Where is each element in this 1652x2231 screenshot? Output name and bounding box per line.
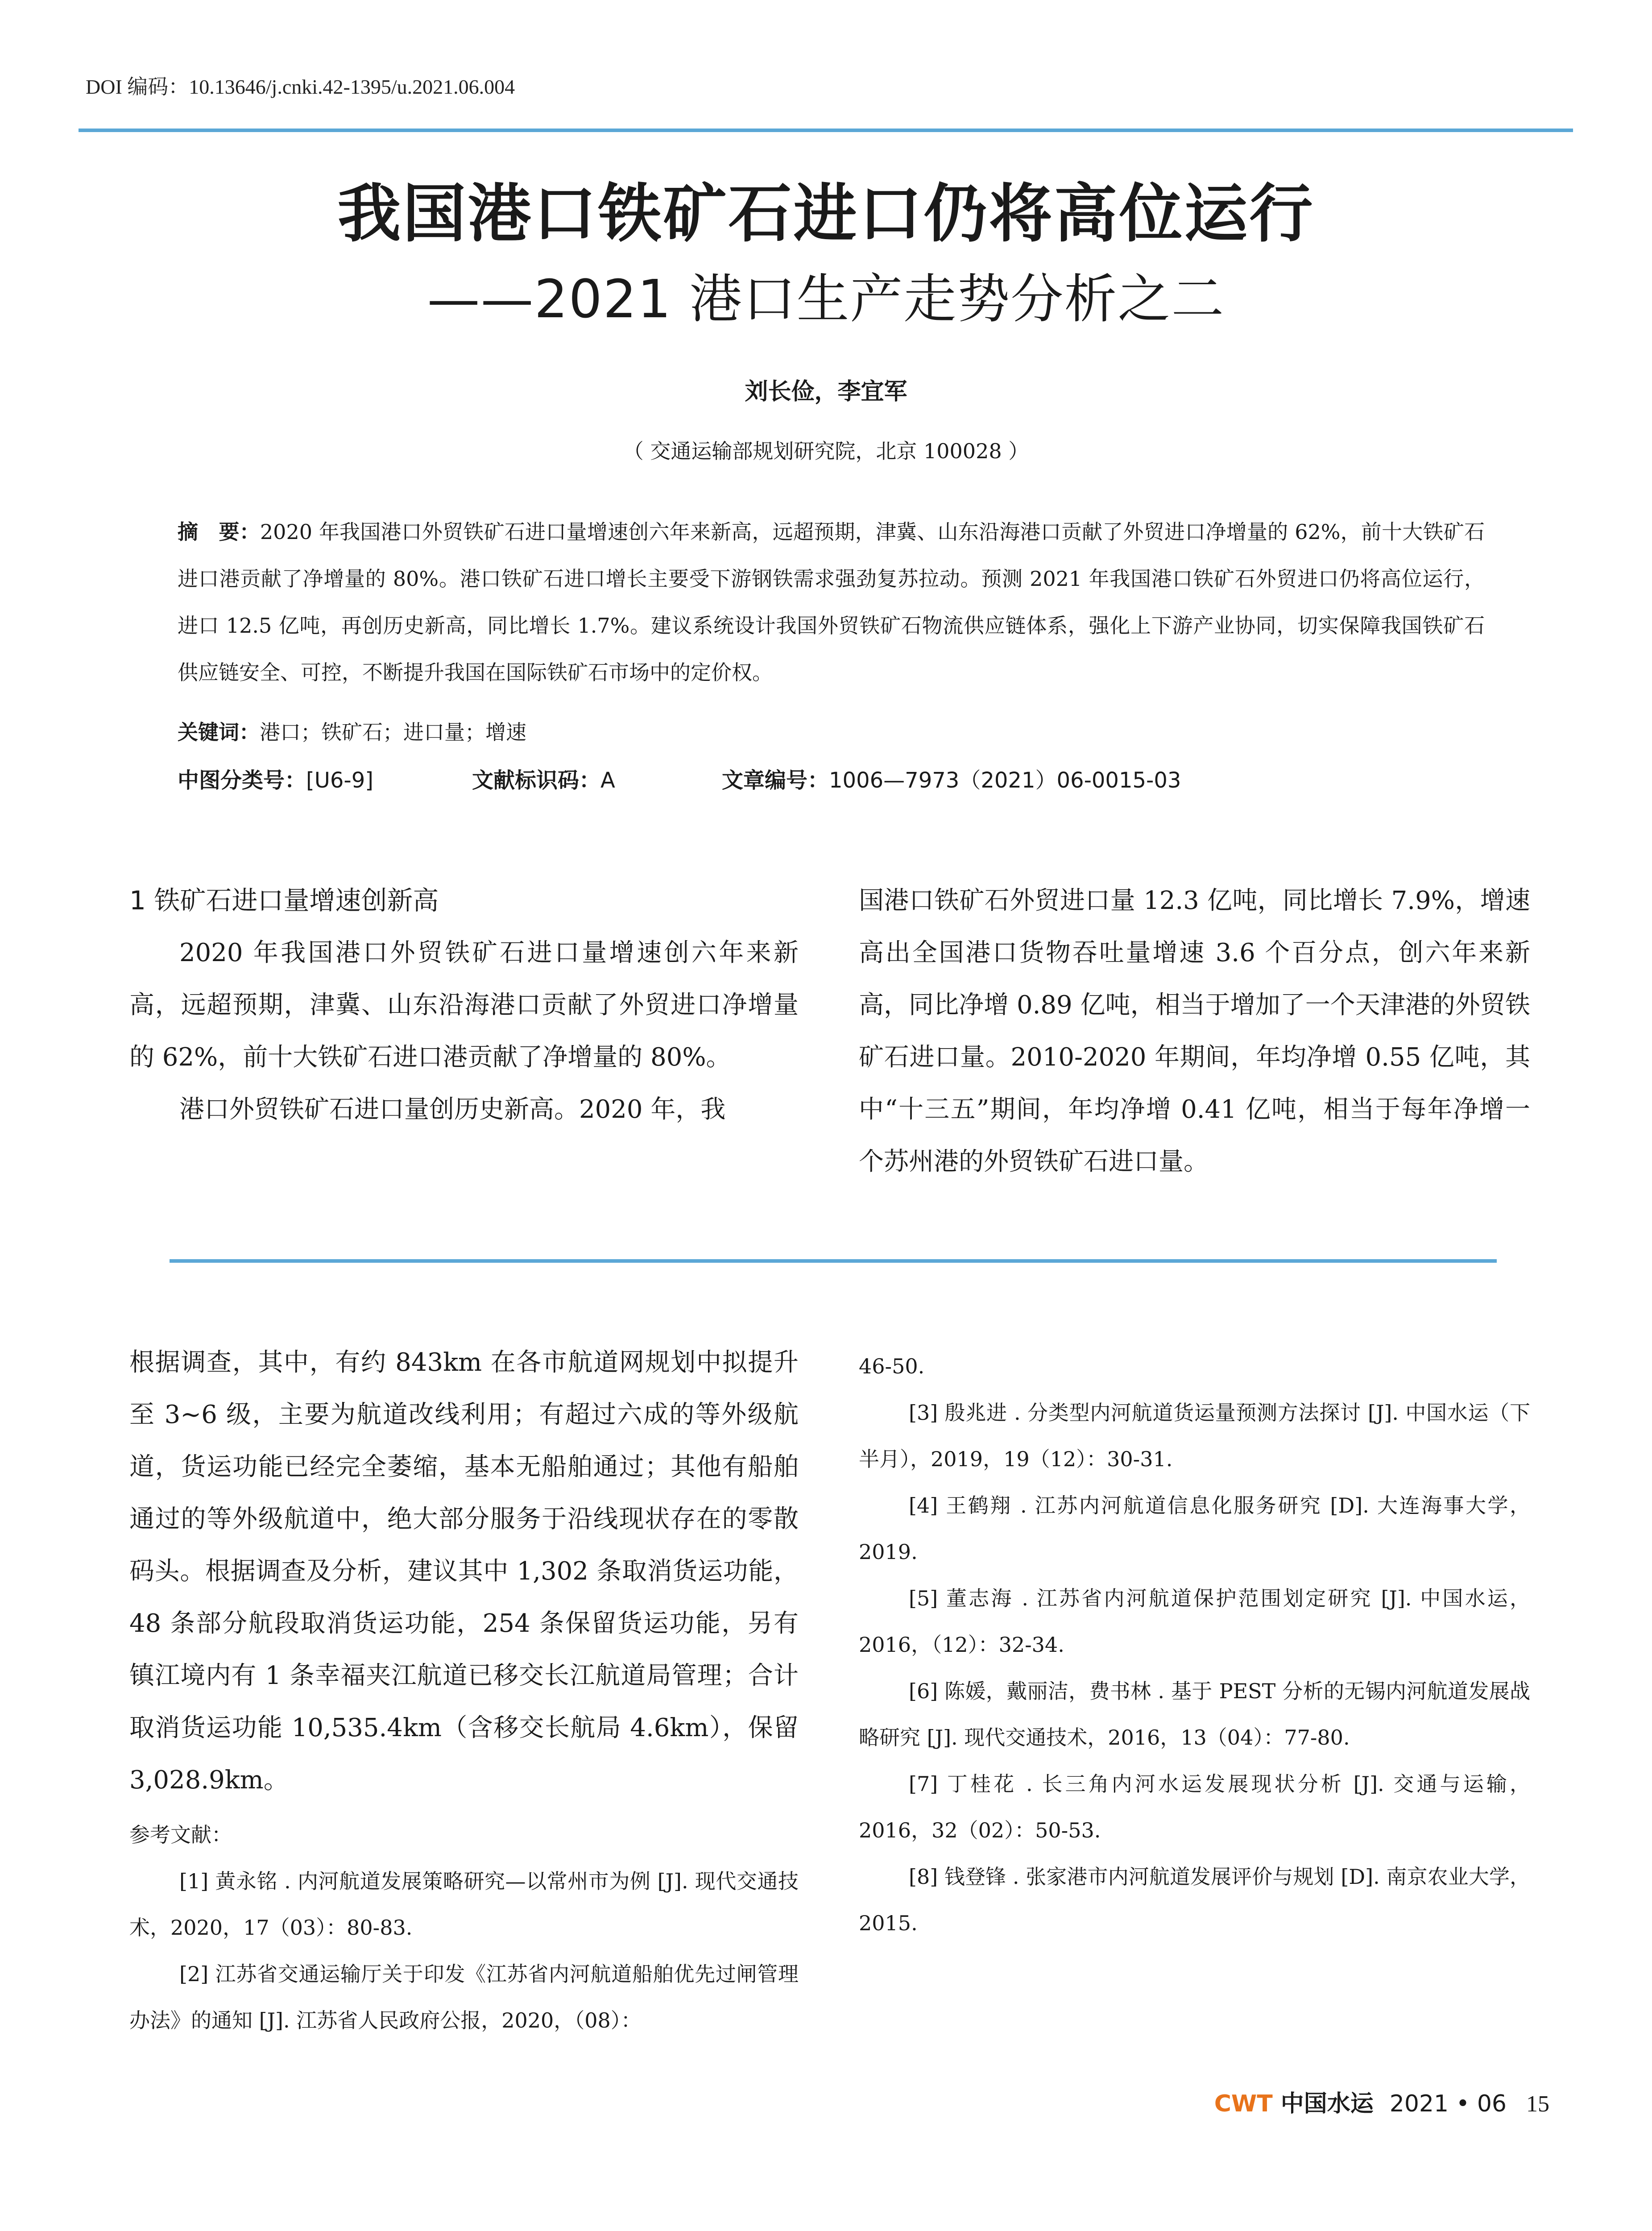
article-title: 我国港口铁矿石进口仍将高位运行 [337, 177, 1315, 251]
page-number: 15 [1526, 2091, 1549, 2117]
abstract-text: 2020 年我国港口外贸铁矿石进口量增速创六年来新高，远超预期，津冀、山东沿海港口贡献了外贸进口净增量的 62%，前十大铁矿石进口港贡献了净增量的 80%。港口铁矿石进口增长主要受下游钢铁需求强劲复苏拉动。预测 2021 年我国港口铁矿石外贸进口仍将高位运行，进口 12.5 亿吨，再创历史新高，同比增长 1.7%。建议系统设计我国外贸铁矿石物流供应链体系，强化上下游产业协同，切实保障我国铁矿石供应链安全、可控，不断提升我国在国际铁矿石市场中的定价权。 [178, 520, 1485, 684]
classification-line [178, 763, 1471, 794]
reference-item: [2] 江苏省交通运输厅关于印发《江苏省内河航道船舶优先过闸管理办法》的通知 [J]. 江苏省人民政府公报，2020，（08）： [129, 1962, 799, 2032]
keywords-label: 关键词： [178, 720, 260, 744]
article-subtitle: ——2021 港口生产走势分析之二 [427, 268, 1225, 330]
section-divider [170, 1259, 1497, 1263]
affiliation: （ 交通运输部规划研究院，北京 100028 ） [623, 439, 1029, 463]
abstract [178, 509, 1485, 696]
article-left-column [129, 875, 799, 1136]
reference-item: [5] 董志海 . 江苏省内河航道保护范围划定研究 [J]. 中国水运，2016，（12）：32-34. [859, 1586, 1530, 1657]
journal-logo: CWT [1214, 2090, 1273, 2117]
body-paragraph: 国港口铁矿石外贸进口量 12.3 亿吨，同比增长 7.9%，增速高出全国港口货物吞吐量增速 3.6 个百分点，创六年来新高，同比净增 0.89 亿吨，相当于增加了一个天津港的外贸铁矿石进口量。2010-2020 年期间，年均净增 0.55 亿吨，其中“十三五”期间，年均净增 0.41 亿吨，相当于每年净增一个苏州港的外贸铁矿石进口量。 [859, 886, 1530, 1176]
article-number-value: 1006—7973（2021）06-0015-03 [829, 768, 1181, 793]
reference-item: [3] 殷兆进 . 分类型内河航道货运量预测方法探讨 [J]. 中国水运（下半月），2019，19（12）：30-31. [859, 1401, 1530, 1471]
issue-date: 2021 • 06 [1389, 2090, 1507, 2117]
page-footer [1214, 2085, 1549, 2118]
header-rule [79, 129, 1573, 132]
authors: 刘长俭，李宜军 [745, 378, 907, 405]
prev-article-left-column [129, 1336, 799, 1806]
body-paragraph: 根据调查，其中，有约 843km 在各市航道网规划中拟提升至 3~6 级，主要为航道改线利用；有超过六成的等外级航道，货运功能已经完全萎缩，基本无船舶通过；其他有船舶通过的等外级航道中，绝大部分服务于沿线现状存在的零散码头。根据调查及分析，建议其中 1,302 条取消货运功能，48 条部分航段取消货运功能，254 条保留货运功能，另有镇江境内有 1 条幸福夹江航道已移交长江航道局管理；合计取消货运功能 10,535.4km（含移交长航局 4.6km），保留 3,028.9km。 [129, 1348, 799, 1795]
journal-name: 中国水运 [1280, 2090, 1374, 2117]
section-heading: 1 铁矿石进口量增速创新高 [129, 885, 439, 916]
reference-item: [4] 王鹤翔 . 江苏内河航道信息化服务研究 [D]. 大连海事大学，2019. [859, 1493, 1530, 1564]
article-number-field [722, 763, 1181, 794]
clc-field [178, 763, 472, 794]
body-paragraph: 港口外贸铁矿石进口量创历史新高。2020 年，我 [179, 1095, 726, 1124]
reference-continuation: 46-50. [859, 1354, 925, 1378]
reference-item: [8] 钱登锋 . 张家港市内河航道发展评价与规划 [D]. 南京农业大学，2015. [859, 1865, 1530, 1935]
references-left [129, 1812, 799, 2044]
doc-code-value: A [600, 768, 615, 793]
keywords-text: 港口；铁矿石；进口量；增速 [260, 720, 526, 744]
article-right-column [859, 875, 1530, 1188]
clc-label: 中图分类号： [178, 768, 306, 793]
doc-code-label: 文献标识码： [472, 768, 601, 793]
clc-value: [U6-9] [306, 768, 373, 793]
doi-line: DOI 编码：10.13646/j.cnki.42-1395/u.2021.06.004 [86, 75, 515, 98]
reference-item: [7] 丁桂花 . 长三角内河水运发展现状分析 [J]. 交通与运输，2016，32（02）：50-53. [859, 1772, 1530, 1842]
references-right [859, 1343, 1530, 1946]
reference-item: [6] 陈媛，戴丽洁，费书林 . 基于 PEST 分析的无锡内河航道发展战略研究 [J]. 现代交通技术，2016，13（04）：77-80. [859, 1679, 1530, 1750]
article-number-label: 文章编号： [722, 768, 829, 793]
abstract-label: 摘 要： [178, 520, 260, 544]
reference-item: [1] 黄永铭 . 内河航道发展策略研究—以常州市为例 [J]. 现代交通技术，2020，17（03）：80-83. [129, 1869, 799, 1940]
keywords [178, 716, 526, 746]
references-heading: 参考文献： [129, 1823, 232, 1847]
body-paragraph: 2020 年我国港口外贸铁矿石进口量增速创六年来新高，远超预期，津冀、山东沿海港口贡献了外贸进口净增量的 62%，前十大铁矿石进口港贡献了净增量的 80%。 [129, 938, 799, 1072]
doc-code-field [472, 763, 722, 794]
